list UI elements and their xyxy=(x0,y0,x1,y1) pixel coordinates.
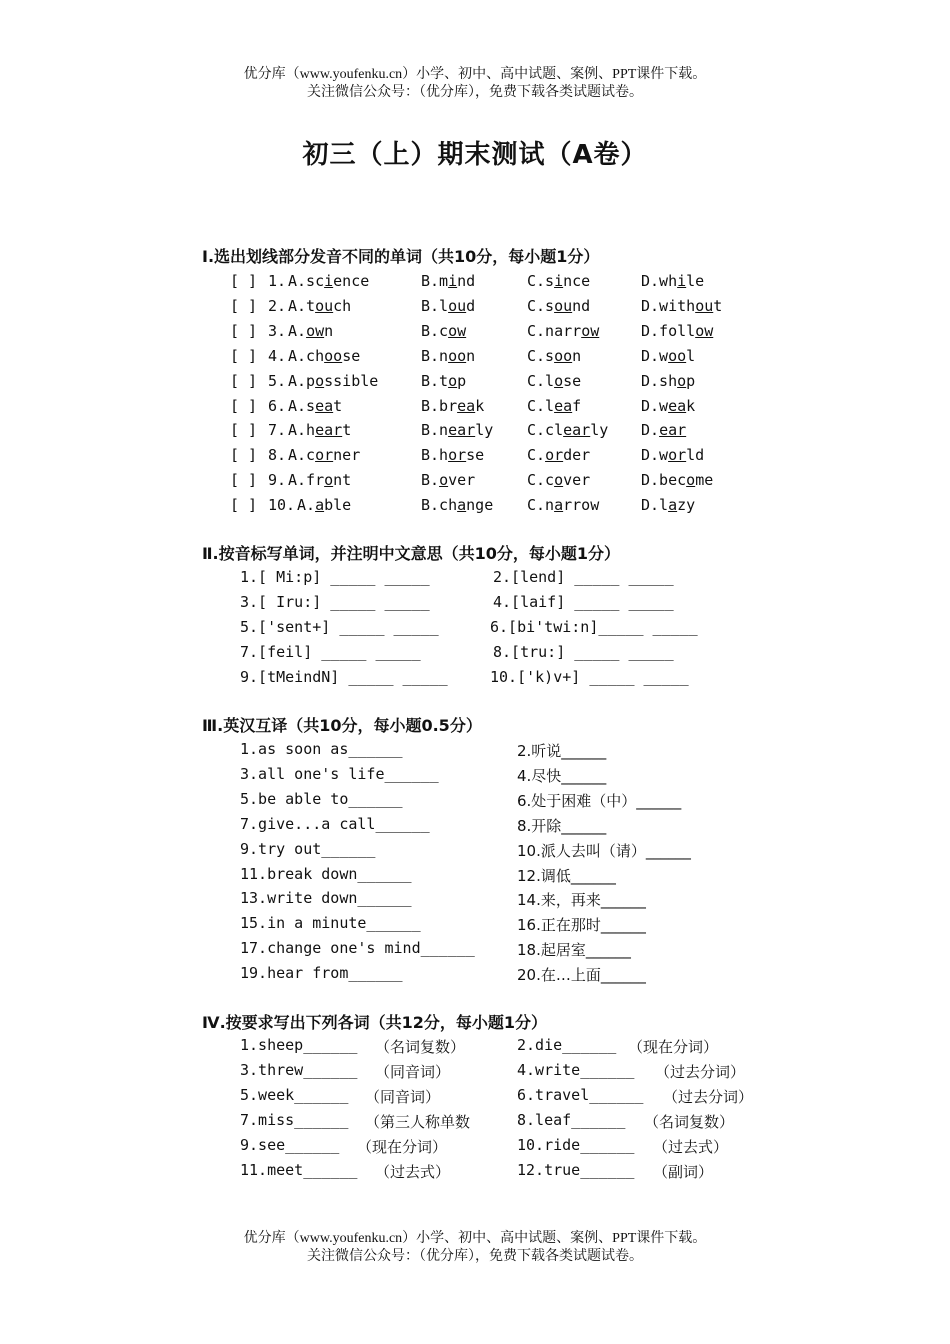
section-3-heading: Ⅲ.英汉互译（共10分，每小题0.5分） xyxy=(202,716,482,735)
section-4-heading: Ⅳ.按要求写出下列各词（共12分，每小题1分） xyxy=(202,1013,548,1032)
phonetic-item: 4.[laif] _____ _____ xyxy=(493,592,674,611)
option-d: D.lazy xyxy=(641,496,696,515)
option-d: D.shop xyxy=(641,371,696,390)
option-a: A.science xyxy=(288,272,370,290)
option-c: C.leaf xyxy=(527,396,582,415)
phonetic-item: 9.[tMeindN] _____ _____ xyxy=(240,667,448,686)
option-a: A.possible xyxy=(288,371,379,390)
phonetic-item: 3.[ Iru:] _____ _____ xyxy=(240,592,430,611)
option-b: B.horse xyxy=(421,446,485,465)
underlined-letters: o xyxy=(439,471,449,490)
underlined-letters: or xyxy=(668,446,687,465)
word-form-requirement: （过去分词） xyxy=(655,1062,746,1081)
option-c: C.soon xyxy=(527,346,582,365)
translation-item-cn: 2.听说______ xyxy=(517,742,607,760)
underlined-letters: o xyxy=(677,371,687,390)
underlined-letters: ou xyxy=(695,296,714,315)
word-form-item: 12.true______ xyxy=(517,1160,635,1179)
option-c: C.since xyxy=(527,272,591,290)
question-number: 8. xyxy=(268,446,287,465)
option-d: D.world xyxy=(641,446,705,465)
option-b: B.mind xyxy=(421,272,476,290)
word-form-item: 3.threw______ xyxy=(240,1060,358,1079)
option-d: D.without xyxy=(641,296,723,315)
underlined-letters: i xyxy=(324,272,334,290)
option-b: B.nearly xyxy=(421,421,494,440)
word-form-item: 5.week______ xyxy=(240,1085,349,1104)
answer-bracket[interactable]: [ ] xyxy=(230,421,258,440)
underlined-letters: ow xyxy=(306,321,325,340)
word-form-item: 7.miss______ xyxy=(240,1110,349,1129)
option-b: B.over xyxy=(421,471,476,490)
word-form-requirement: （同音词） xyxy=(375,1062,451,1081)
option-c: C.cover xyxy=(527,471,591,490)
translation-item-en: 3.all one's life______ xyxy=(240,764,439,783)
word-form-item: 9.see______ xyxy=(240,1135,340,1154)
phonetic-item: 8.[tru:] _____ _____ xyxy=(493,642,674,661)
underlined-letters: ea xyxy=(554,396,573,415)
underlined-letters: o xyxy=(686,471,696,490)
underlined-letters: ear xyxy=(315,421,343,440)
word-form-item: 4.write______ xyxy=(517,1060,635,1079)
underlined-letters: ou xyxy=(315,296,334,315)
underlined-letters: i xyxy=(448,272,458,290)
phonetic-item: 2.[lend] _____ _____ xyxy=(493,568,674,586)
word-form-requirement: （过去分词） xyxy=(663,1087,754,1106)
question-number: 3. xyxy=(268,321,287,340)
option-a: A.own xyxy=(288,321,334,340)
option-a: A.seat xyxy=(288,396,343,415)
word-form-item: 1.sheep______ xyxy=(240,1036,358,1054)
question-number: 5. xyxy=(268,371,287,390)
underlined-letters: or xyxy=(315,446,334,465)
question-number: 9. xyxy=(268,471,287,490)
option-d: D.wool xyxy=(641,346,696,365)
phonetic-item: 7.[feil] _____ _____ xyxy=(240,642,421,661)
option-d: D.while xyxy=(641,272,705,290)
underlined-letters: oo xyxy=(324,346,343,365)
question-number: 6. xyxy=(268,396,287,415)
option-b: B.noon xyxy=(421,346,476,365)
question-number: 1. xyxy=(268,272,287,290)
answer-bracket[interactable]: [ ] xyxy=(230,346,258,365)
underlined-letters: i xyxy=(554,272,564,290)
underlined-letters: a xyxy=(315,496,325,515)
section-1-heading: Ⅰ.选出划线部分发音不同的单词（共10分，每小题1分） xyxy=(202,247,600,266)
translation-item-cn: 14.来，再来______ xyxy=(517,891,646,910)
underlined-letters: ow xyxy=(695,321,714,340)
underlined-letters: ea xyxy=(315,396,334,415)
word-form-item: 10.ride______ xyxy=(517,1135,635,1154)
underlined-letters: ou xyxy=(554,296,573,315)
translation-item-cn: 20.在…上面______ xyxy=(517,966,646,985)
translation-item-cn: 16.正在那时______ xyxy=(517,916,646,935)
underlined-letters: ow xyxy=(448,321,467,340)
option-b: B.change xyxy=(421,496,494,515)
translation-item-cn: 8.开除______ xyxy=(517,816,607,835)
option-a: A.front xyxy=(288,471,352,490)
underlined-letters: o xyxy=(324,471,334,490)
option-b: B.cow xyxy=(421,321,467,340)
word-form-requirement: （现在分词） xyxy=(357,1137,448,1156)
option-d: D.ear xyxy=(641,421,687,440)
word-form-requirement: （过去式） xyxy=(653,1137,729,1156)
translation-item-en: 9.try out______ xyxy=(240,839,376,858)
word-form-item: 11.meet______ xyxy=(240,1160,358,1179)
phonetic-item: 6.[bi'twi:n]_____ _____ xyxy=(490,617,698,636)
underlined-letters: a xyxy=(457,496,467,515)
underlined-letters: or xyxy=(545,446,564,465)
option-d: D.weak xyxy=(641,396,696,415)
translation-item-cn: 10.派人去叫（请）______ xyxy=(517,841,691,860)
translation-item-cn: 12.调低______ xyxy=(517,866,616,885)
header-line-2: 关注微信公众号：（优分库），免费下载各类试题试卷。 xyxy=(307,85,643,100)
translation-item-cn: 18.起居室______ xyxy=(517,941,631,960)
word-form-requirement: （第三人称单数 xyxy=(365,1112,471,1131)
option-c: C.narrow xyxy=(527,496,600,515)
word-form-requirement: （副词） xyxy=(653,1162,714,1181)
underlined-letters: ow xyxy=(581,321,600,340)
answer-bracket[interactable]: [ ] xyxy=(230,446,258,465)
answer-bracket[interactable]: [ ] xyxy=(230,296,258,315)
header-line-1: 优分库（www.youfenku.cn）小学、初中、高中试题、案例、PPT课件下载。 xyxy=(243,67,707,82)
footer-line-2: 关注微信公众号：（优分库），免费下载各类试题试卷。 xyxy=(307,1249,643,1264)
translation-item-en: 5.be able to______ xyxy=(240,789,403,808)
translation-item-en: 17.change one's mind______ xyxy=(240,939,475,958)
translation-item-en: 19.hear from______ xyxy=(240,964,403,983)
underlined-letters: a xyxy=(668,496,678,515)
answer-bracket[interactable]: [ ] xyxy=(230,321,258,340)
answer-bracket[interactable]: [ ] xyxy=(230,471,258,490)
word-form-requirement: （名词复数） xyxy=(375,1038,466,1056)
underlined-letters: ear xyxy=(448,421,476,440)
page-title: 初三（上）期末测试（A卷） xyxy=(302,140,648,170)
translation-item-cn: 6.处于困难（中）______ xyxy=(517,791,682,810)
question-number: 4. xyxy=(268,346,287,365)
phonetic-item: 1.[ Mi:p] _____ _____ xyxy=(240,568,430,586)
option-b: B.loud xyxy=(421,296,476,315)
translation-item-en: 13.write down______ xyxy=(240,889,412,908)
underlined-letters: ea xyxy=(457,396,476,415)
underlined-letters: o xyxy=(554,471,564,490)
word-form-requirement: （过去式） xyxy=(375,1162,451,1181)
question-number: 2. xyxy=(268,296,287,315)
option-a: A.choose xyxy=(288,346,361,365)
word-form-requirement: （名词复数） xyxy=(644,1112,735,1131)
option-a: A.touch xyxy=(288,296,352,315)
translation-item-en: 15.in a minute______ xyxy=(240,914,421,933)
option-d: D.follow xyxy=(641,321,714,340)
underlined-letters: oo xyxy=(668,346,687,365)
underlined-letters: ou xyxy=(448,296,467,315)
question-number: 10. xyxy=(268,496,296,515)
answer-bracket[interactable]: [ ] xyxy=(230,396,258,415)
section-2-heading: Ⅱ.按音标写单词，并注明中文意思（共10分，每小题1分） xyxy=(202,544,621,563)
phonetic-item: 5.['sent+] _____ _____ xyxy=(240,617,439,636)
translation-item-en: 11.break down______ xyxy=(240,864,412,883)
underlined-letters: oo xyxy=(554,346,573,365)
word-form-requirement: （同音词） xyxy=(365,1087,441,1106)
answer-bracket[interactable]: [ ] xyxy=(230,496,258,515)
underlined-letters: ear xyxy=(563,421,591,440)
footer-line-1: 优分库（www.youfenku.cn）小学、初中、高中试题、案例、PPT课件下载。 xyxy=(243,1231,707,1246)
option-d: D.become xyxy=(641,471,714,490)
word-form-item: 8.leaf______ xyxy=(517,1110,626,1129)
option-c: C.sound xyxy=(527,296,591,315)
underlined-letters: or xyxy=(448,446,467,465)
option-c: C.order xyxy=(527,446,591,465)
option-c: C.clearly xyxy=(527,421,609,440)
phonetic-item: 10.['k)v+] _____ _____ xyxy=(490,667,689,686)
underlined-letters: ea xyxy=(668,396,687,415)
underlined-letters: i xyxy=(677,272,687,290)
translation-item-en: 7.give...a call______ xyxy=(240,814,430,833)
question-number: 7. xyxy=(268,421,287,440)
underlined-letters: a xyxy=(554,496,564,515)
word-form-item: 2.die______ xyxy=(517,1036,617,1054)
option-a: A.corner xyxy=(288,446,361,465)
option-b: B.break xyxy=(421,396,485,415)
underlined-letters: oo xyxy=(448,346,467,365)
word-form-item: 6.travel______ xyxy=(517,1085,644,1104)
option-c: C.lose xyxy=(527,371,582,390)
translation-item-en: 1.as soon as______ xyxy=(240,740,403,758)
option-c: C.narrow xyxy=(527,321,600,340)
answer-bracket[interactable]: [ ] xyxy=(230,272,258,290)
option-b: B.top xyxy=(421,371,467,390)
option-a: A.heart xyxy=(288,421,352,440)
underlined-letters: ear xyxy=(659,421,687,440)
underlined-letters: o xyxy=(448,371,458,390)
option-a: A.able xyxy=(297,496,352,515)
underlined-letters: o xyxy=(554,371,564,390)
word-form-requirement: （现在分词） xyxy=(628,1038,719,1056)
translation-item-cn: 4.尽快______ xyxy=(517,766,607,785)
underlined-letters: o xyxy=(315,371,325,390)
answer-bracket[interactable]: [ ] xyxy=(230,371,258,390)
